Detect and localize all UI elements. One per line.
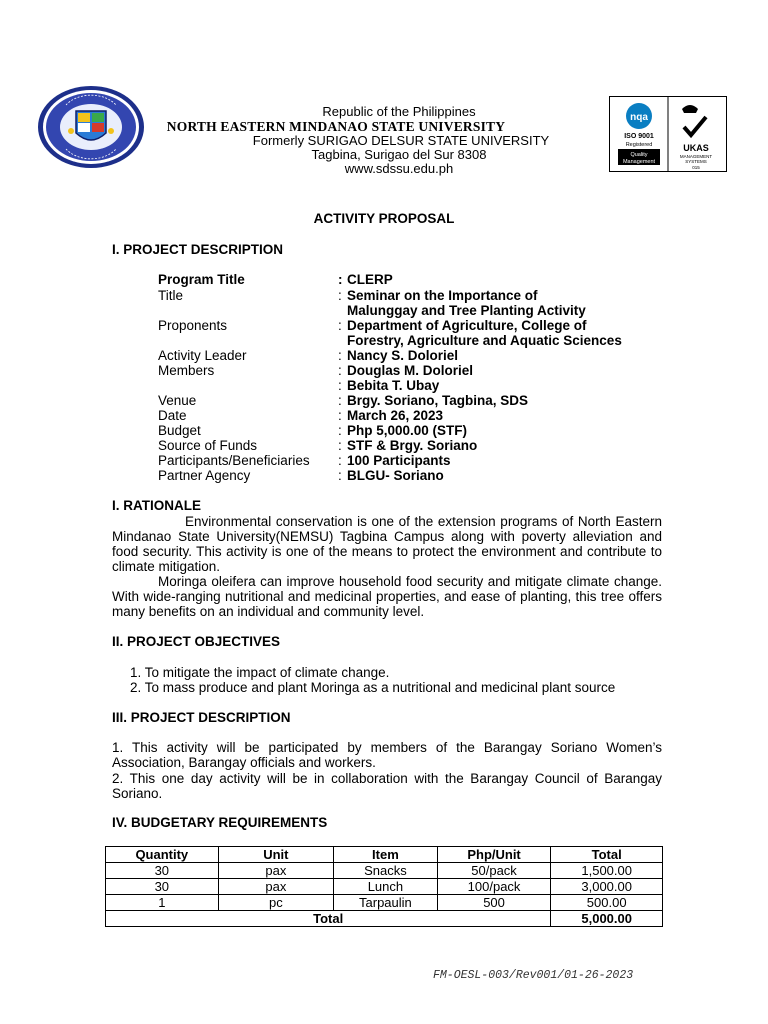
- section-project-description-heading: I. PROJECT DESCRIPTION: [112, 242, 284, 257]
- column-header: Quantity: [106, 847, 219, 863]
- field-label: Source of Funds: [158, 438, 258, 453]
- field-value-line2: Forestry, Agriculture and Aquatic Sciences: [347, 333, 622, 348]
- table-row: [106, 895, 663, 911]
- section-rationale-heading: I. RATIONALE: [112, 498, 201, 513]
- field-label: Proponents: [158, 318, 228, 333]
- field-label: Program Title: [158, 272, 245, 287]
- document-title: ACTIVITY PROPOSAL: [313, 211, 455, 226]
- header-address: Tagbina, Surigao del Sur 8308: [311, 147, 487, 162]
- section-objectives-heading: II. PROJECT OBJECTIVES: [112, 634, 281, 649]
- field-value: Nancy S. Doloriel: [347, 348, 459, 363]
- total-label: Total: [106, 911, 551, 927]
- field-value: Seminar on the Importance of: [347, 288, 538, 303]
- table-cell: 100/pack: [437, 879, 551, 895]
- svg-text:nqa: nqa: [630, 112, 648, 123]
- objective-item: 2. To mass produce and plant Moringa as a nutritional and medicinal plant source: [130, 680, 616, 695]
- field-label: Members: [158, 363, 215, 378]
- field-value: STF & Brgy. Soriano: [347, 438, 478, 453]
- table-cell: 1,500.00: [551, 863, 663, 879]
- rationale-paragraph-2: Moringa oleifera can improve household food security and mitigate climate change. With wide-ranging nutritional and medicinal properties, and ease of planting, this tree offers many benefits on an individual and community level.: [112, 574, 662, 619]
- header-website: www.sdssu.edu.ph: [344, 161, 454, 176]
- column-header: Php/Unit: [437, 847, 551, 863]
- section-budget-heading: IV. BUDGETARY REQUIREMENTS: [112, 815, 328, 830]
- table-cell: pax: [218, 879, 333, 895]
- field-value: Department of Agriculture, College of: [347, 318, 587, 333]
- header-republic: Republic of the Philippines: [322, 104, 476, 119]
- table-cell: 500.00: [551, 895, 663, 911]
- header-formerly: Formerly SURIGAO DELSUR STATE UNIVERSITY: [252, 133, 550, 148]
- rationale-paragraph-1: Environmental conservation is one of the extension programs of North Eastern Mindanao State University(NEMSU) Tagbina Campus along with poverty alleviation and food security. This activity is one of the means to protect the environment and contribute to climate mitigation.: [112, 514, 662, 574]
- field-label: Budget: [158, 423, 201, 438]
- table-header-row: [106, 847, 663, 863]
- svg-text:UKAS: UKAS: [683, 143, 709, 153]
- table-cell: 50/pack: [437, 863, 551, 879]
- field-label: Participants/Beneficiaries: [158, 453, 310, 468]
- table-cell: Tarpaulin: [334, 895, 438, 911]
- table-total-row: [106, 911, 663, 927]
- budget-table: [105, 846, 663, 927]
- field-label: Activity Leader: [158, 348, 247, 363]
- description-paragraph-1: 1. This activity will be participated by members of the Barangay Soriano Women’s Association, Barangay officials and workers.: [112, 740, 662, 770]
- field-value: Brgy. Soriano, Tagbina, SDS: [347, 393, 529, 408]
- field-proponents: Proponents : Department of Agriculture, College of Forestry, Agriculture and Aquatic Sciences: [158, 318, 622, 348]
- form-code-footer: FM-OESL-003/Rev001/01-26-2023: [433, 969, 634, 982]
- field-title: Title : Seminar on the Importance of Malunggay and Tree Planting Activity: [158, 288, 586, 318]
- table-cell: pc: [218, 895, 333, 911]
- field-value: March 26, 2023: [347, 408, 444, 423]
- field-label: Date: [158, 408, 187, 423]
- table-cell: 30: [106, 863, 219, 879]
- description-paragraph-2: 2. This one day activity will be in collaboration with the Barangay Council of Barangay Soriano.: [112, 771, 662, 801]
- table-cell: pax: [218, 863, 333, 879]
- column-header: Unit: [218, 847, 333, 863]
- field-value: Douglas M. Doloriel: [347, 363, 474, 378]
- table-cell: 3,000.00: [551, 879, 663, 895]
- table-cell: Snacks: [334, 863, 438, 879]
- field-value: CLERP: [347, 272, 393, 287]
- column-header: Total: [551, 847, 663, 863]
- svg-text:MANAGEMENT: MANAGEMENT: [679, 154, 713, 159]
- table-cell: 30: [106, 879, 219, 895]
- field-value: Bebita T. Ubay: [347, 378, 440, 393]
- table-row: [106, 879, 663, 895]
- column-header: Item: [334, 847, 438, 863]
- objective-item: 1. To mitigate the impact of climate change.: [130, 665, 390, 680]
- svg-text:Registered: Registered: [625, 142, 653, 148]
- table-row: [106, 863, 663, 879]
- field-value-line2: Malunggay and Tree Planting Activity: [347, 303, 586, 318]
- field-value: BLGU- Soriano: [347, 468, 444, 483]
- table-cell: 1: [106, 895, 219, 911]
- section-project-description-2-heading: III. PROJECT DESCRIPTION: [112, 710, 291, 725]
- header-university-name: NORTH EASTERN MINDANAO STATE UNIVERSITY: [166, 119, 506, 134]
- svg-text:Management: Management: [622, 159, 656, 165]
- svg-text:ISO 9001: ISO 9001: [624, 133, 654, 140]
- svg-text:SYSTEMS: SYSTEMS: [685, 159, 707, 164]
- field-label: Venue: [158, 393, 197, 408]
- field-value: 100 Participants: [347, 453, 451, 468]
- field-label: Partner Agency: [158, 468, 251, 483]
- field-label: Title: [158, 288, 184, 303]
- field-value: Php 5,000.00 (STF): [347, 423, 468, 438]
- total-value: 5,000.00: [551, 911, 663, 927]
- svg-text:015: 015: [692, 165, 700, 170]
- table-cell: Lunch: [334, 879, 438, 895]
- svg-text:Quality: Quality: [630, 152, 648, 158]
- table-cell: 500: [437, 895, 551, 911]
